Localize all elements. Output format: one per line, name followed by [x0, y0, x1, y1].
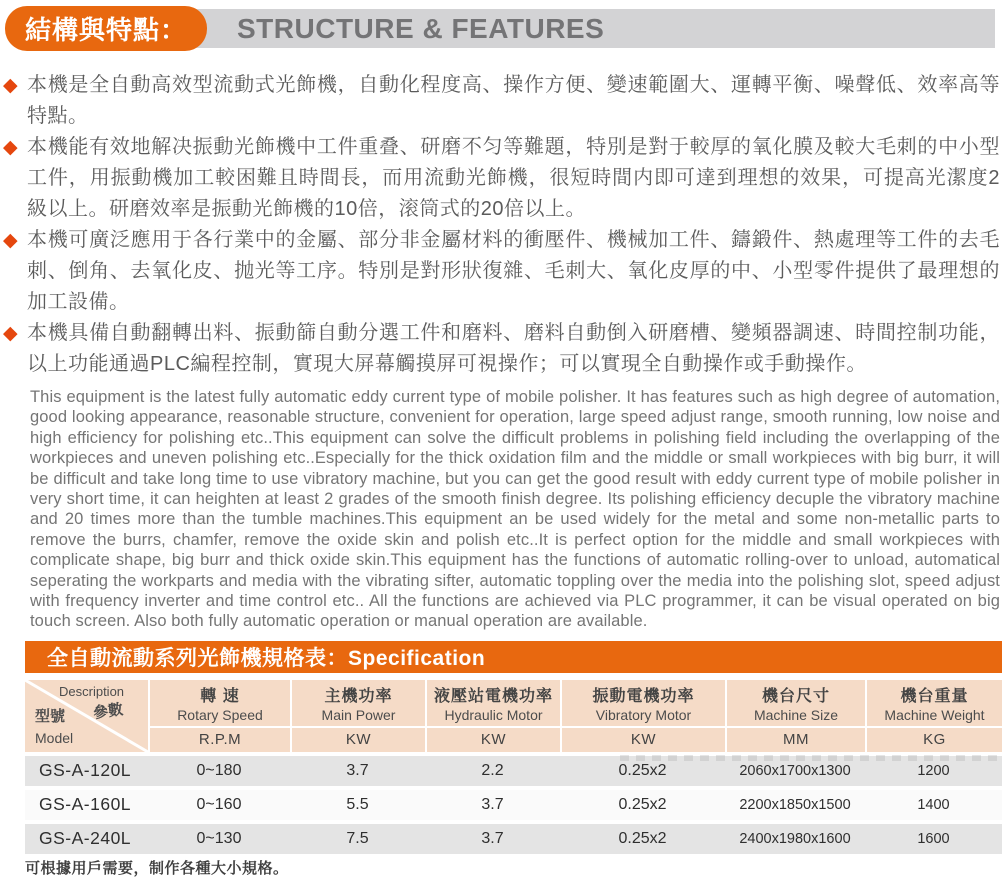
model-cell: GS-A-160L [39, 794, 132, 815]
value-cell: 0.25x2 [618, 795, 667, 813]
column-header-main-power [290, 680, 425, 726]
section-badge-label: 結構與特點： [24, 15, 187, 45]
model-cell: GS-A-240L [39, 828, 132, 849]
column-zh-label: 振動電機功率 [592, 687, 695, 705]
spec-title: 全自動流動系列光飾機規格表：Specification [47, 646, 486, 670]
column-zh-label: 轉 速 [200, 687, 240, 705]
section-badge [5, 6, 207, 51]
column-header-machine-size [725, 680, 865, 726]
column-en-label: Main Power [321, 706, 396, 723]
feature-text: 本機可廣泛應用于各行業中的金屬、部分非金屬材料的衝壓件、機械加工件、鑄鍛件、熱處理等工件的去毛刺、倒角、去氧化皮、抛光等工序。特別是對形狀復雜、毛刺大、氧化皮厚的中、小型零件提供了最理想的加工設備。 [27, 229, 1000, 313]
table-row [25, 824, 1002, 854]
column-en-label: Machine Weight [884, 706, 985, 723]
feature-item [3, 70, 1000, 132]
catalog-page [0, 6, 1002, 877]
value-cell: 0~130 [196, 829, 242, 847]
feature-list [3, 70, 1000, 380]
feature-item [3, 132, 1000, 225]
value-cell: 5.5 [346, 795, 369, 813]
column-en-label: Rotary Speed [177, 706, 263, 723]
column-en-label: Vibratory Motor [595, 706, 692, 723]
spec-table-header [25, 680, 1002, 752]
diamond-bullet-icon: ◆ [3, 230, 19, 251]
value-cell: 3.7 [481, 795, 504, 813]
column-header-hydraulic-motor [425, 680, 560, 726]
unit-cell-kw-main: KW [290, 726, 425, 752]
value-cell: 2.2 [481, 761, 504, 779]
value-cell: 1200 [917, 762, 950, 779]
feature-text: 本機能有效地解决振動光飾機中工件重叠、研磨不匀等難題，特別是對于較厚的氧化膜及較大毛刺的中小型工件，用振動機加工較困難且時間長，而用流動光飾機，很短時間内即可達到理想的效果，可提高光潔度2級以上。研磨效率是振動光飾機的10倍，滚筒式的20倍以上。 [27, 136, 1000, 220]
column-zh-label: 機台重量 [900, 687, 969, 705]
unit-cell-mm: MM [725, 726, 865, 752]
value-cell: 2400x1980x1600 [739, 830, 851, 847]
clipped-bottom-text-artifact [620, 755, 1000, 761]
column-header-rotary-speed [148, 680, 290, 726]
diamond-bullet-icon: ◆ [3, 75, 19, 96]
column-en-label: Machine Size [753, 706, 839, 723]
column-en-label: Hydraulic Motor [444, 706, 543, 723]
unit-cell-kw-hydraulic: KW [425, 726, 560, 752]
page-header [0, 6, 1002, 56]
value-cell: 1600 [917, 830, 950, 847]
model-cell: GS-A-120L [39, 760, 132, 781]
column-header-machine-weight [865, 680, 1002, 726]
diamond-bullet-icon: ◆ [3, 137, 19, 158]
value-cell: 0.25x2 [618, 761, 667, 779]
section-title-en: STRUCTURE & FEATURES [237, 13, 605, 44]
english-description: This equipment is the latest fully automatic eddy current type of mobile polisher. It has features such as high degree of automation, good looking appearance, reasonable structure, convenient for operation, large speed adjust range, smooth running, low noise and high efficiency for polishing etc..This equipment can solve the difficult problems in polishing field including the overlapping of the workpieces and uneven polishing etc..Especially for the thick oxidation film and the middle or small workpieces with big burr, it will be difficult and take long time to use vibratory machine, but you can get the good result with eddy current type of mobile polisher in very short time, it can heighten at least 2 grades of the smooth finish degree. Its polishing efficiency decuple the vibratory machine and 20 times more than the tumble machines.This equipment an be used widely for the metal and some non-metallic parts to remove the burrs, chamfer, remove the oxide skin and polish etc..It is perfect option for the middle and small workpieces with complicate shape, big burr and thick oxide skin.This equipment has the functions of automatic rolling-over to unload, automatical seperating the workparts and media with the vibrating sifter, automatic toppling over the media into the polishing slot, speed adjust with frequency inverter and time control etc.. All the functions are achieved via PLC programmer, it can be visual operated on big touch screen. Also both fully automatic operation or manual operation are available. [30, 388, 1000, 631]
value-cell: 7.5 [346, 829, 369, 847]
column-zh-label: 主機功率 [324, 687, 393, 705]
value-cell: 3.7 [346, 761, 369, 779]
feature-item [3, 318, 1000, 380]
unit-cell-rpm: R.P.M [148, 726, 290, 752]
value-cell: 0~160 [196, 795, 242, 813]
feature-text: 本機是全自動高效型流動式光飾機，自動化程度高、操作方便、變速範圍大、運轉平衡、噪聲低、效率高等特點。 [27, 74, 1000, 127]
table-corner-cell [25, 680, 148, 752]
corner-description-label: Description [59, 683, 125, 699]
table-row [25, 790, 1002, 820]
value-cell: 0~180 [196, 761, 242, 779]
column-zh-label: 液壓站電機功率 [433, 687, 553, 705]
value-cell: 1400 [917, 796, 950, 813]
value-cell: 3.7 [481, 829, 504, 847]
corner-model-zh-label: 型號 [35, 707, 66, 725]
unit-cell-kg: KG [865, 726, 1002, 752]
corner-parameter-label: 參數 [92, 700, 125, 722]
corner-model-en-label: Model [35, 729, 74, 746]
feature-text: 本機具備自動翻轉出料、振動篩自動分選工件和磨料、磨料自動倒入研磨槽、變頻器調速、時間控制功能，以上功能通過PLC編程控制，實現大屏幕觸摸屏可視操作；可以實現全自動操作或手動操作。 [27, 322, 1000, 375]
footer-note: 可根據用戶需要，制作各種大小規格。 [25, 859, 289, 877]
unit-cell-kw-vibratory: KW [560, 726, 725, 752]
value-cell: 2200x1850x1500 [739, 796, 851, 813]
value-cell: 0.25x2 [618, 829, 667, 847]
column-zh-label: 機台尺寸 [761, 687, 830, 705]
column-header-vibratory-motor [560, 680, 725, 726]
diamond-bullet-icon: ◆ [3, 323, 19, 344]
spec-table [25, 680, 1002, 854]
feature-item [3, 225, 1000, 318]
value-cell: 2060x1700x1300 [739, 762, 851, 779]
spec-title-bar [25, 641, 1002, 673]
